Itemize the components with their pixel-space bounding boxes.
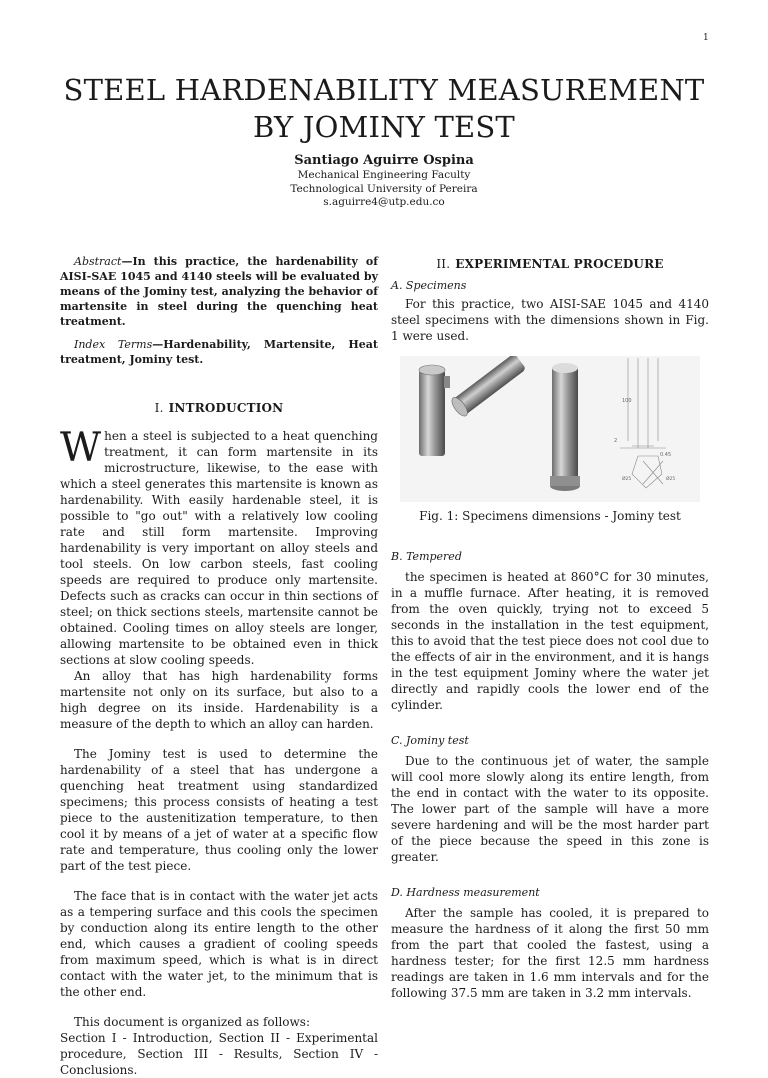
subsection-tempered: B. Tempered	[391, 550, 462, 563]
intro-paragraph-1-text: hen a steel is subjected to a heat quenching treatment, it can form martensite in its microstructure, likewise, to the ease with which a steel generates this martensite is known as hardenability. With easily hardenable steel, it is possible to "go out" with a relatively low cooling rate and still form martensite. Improving hardenability is very important on alloy steels and tool steels. On low carbon steels, fast cooling speeds are required to produce only martensite. Defects such as cracks can occur in thin sections of steel; on thick sections steels, martensite cannot be obtained. Cooling times on alloy steels are longer, allowing martensite to be obtained even in thick sections at slow cooling speeds.	[60, 429, 378, 667]
dim-label-chamfer: 0.45	[660, 452, 672, 458]
subsection-specimens: A. Specimens	[391, 279, 467, 292]
jominy-paragraph: Due to the continuous jet of water, the sample will cool more slowly along its entire length, from the end in contact with the water to its opposite. The lower part of the sample will have a more severe hardening and will be the most harder part of the piece because the speed in this zone is greater.	[391, 754, 709, 864]
specimens-paragraph: For this practice, two AISI-SAE 1045 and 4140 steel specimens with the dimensions shown in Fig. 1 were used.	[391, 297, 709, 343]
section-heading-experimental	[391, 256, 709, 272]
author-university: Technological University of Pereira	[290, 182, 478, 195]
dim-label-dia-right: Ø25	[666, 477, 676, 482]
intro-paragraph-5: This document is organized as follows:	[74, 1015, 311, 1029]
drop-cap: W	[60, 425, 102, 471]
hardness-paragraph: After the sample has cooled, it is prepared to measure the hardness of it along the first 50 mm from the part that cooled the fastest, using a hardness tester; for the first 12.5 mm hardness readings are taken in 1.6 mm intervals and for the following 37.5 mm are taken in 3.2 mm intervals.	[391, 906, 709, 1000]
dim-label-length: 100	[622, 398, 632, 404]
index-terms-label: Index Terms	[74, 338, 153, 351]
author-name: Santiago Aguirre Ospina	[294, 153, 474, 168]
index-terms-text: —Hardenability, Martensite, Heat treatment, Jominy test.	[60, 338, 378, 366]
tempered-paragraph: the specimen is heated at 860°C for 30 minutes, in a muffle furnace. After heating, it is removed from the oven quickly, trying not to exceed 5 seconds in the installation in the test equipment, this to avoid that the test piece does not cool due to the effects of air in the environment, and it is hangs in the test equipment Jominy where the water jet directly and rapidly cools the lower end of the cylinder.	[391, 570, 709, 712]
specimens-figure-image	[400, 356, 700, 502]
intro-paragraph-4: The face that is in contact with the water jet acts as a tempering surface and this cools the specimen by conduction along its entire length to the other end, which causes a gradient of cooling speeds from maximum speed, which is what is in direct contact with the water jet, to the minimum that is the other end.	[60, 889, 378, 999]
intro-paragraph-6: Section I - Introduction, Section II - Experimental procedure, Section III - Results, Section IV - Conclusions.	[60, 1031, 378, 1077]
intro-paragraph-2: An alloy that has high hardenability forms martensite not only on its surface, but also to a high degree on its inside. Hardenability is a measure of the depth to which an alloy can harden.	[60, 669, 378, 731]
subsection-jominy-test: C. Jominy test	[391, 734, 469, 747]
abstract-label: Abstract	[74, 255, 122, 268]
author-faculty: Mechanical Engineering Faculty	[297, 169, 471, 181]
section-number: I.	[154, 401, 164, 415]
section-title: EXPERIMENTAL PROCEDURE	[455, 257, 664, 271]
section-heading-introduction	[60, 400, 378, 416]
author-block	[184, 152, 584, 210]
specimen-render	[550, 363, 580, 491]
abstract	[60, 254, 378, 329]
figure-1	[391, 356, 709, 524]
intro-paragraph-3: The Jominy test is used to determine the hardenability of a steel that has undergone a quenching heat treatment using standardized specimens; this process consists of heating a test piece to the austenitization temperature, to then cool it by means of a jet of water at a specific flow rate and temperature, thus cooling only the lower part of the test piece.	[60, 747, 378, 873]
section-title: INTRODUCTION	[168, 401, 284, 415]
abstract-text: —In this practice, the hardenability of AISI-SAE 1045 and 4140 steels will be evaluated by means of the Jominy test, analyzing the behavior of martensite in steel during the quenching heat treatment.	[60, 255, 378, 328]
right-column	[391, 256, 709, 1001]
author-email[interactable]: s.aguirre4@utp.edu.co	[323, 196, 445, 208]
left-column	[60, 254, 378, 1078]
page-number: 1	[703, 33, 709, 43]
section-number: II.	[436, 257, 451, 271]
dim-label-dia-left: Ø25	[622, 477, 632, 482]
intro-paragraph-1	[60, 425, 378, 668]
index-terms	[60, 337, 378, 367]
subsection-hardness: D. Hardness measurement	[391, 886, 540, 899]
dim-label-step: 2	[614, 438, 618, 444]
paper-title: STEEL HARDENABILITY MEASUREMENT BY JOMINY TEST	[63, 73, 705, 144]
figure-caption: Fig. 1: Specimens dimensions - Jominy test	[419, 509, 681, 523]
